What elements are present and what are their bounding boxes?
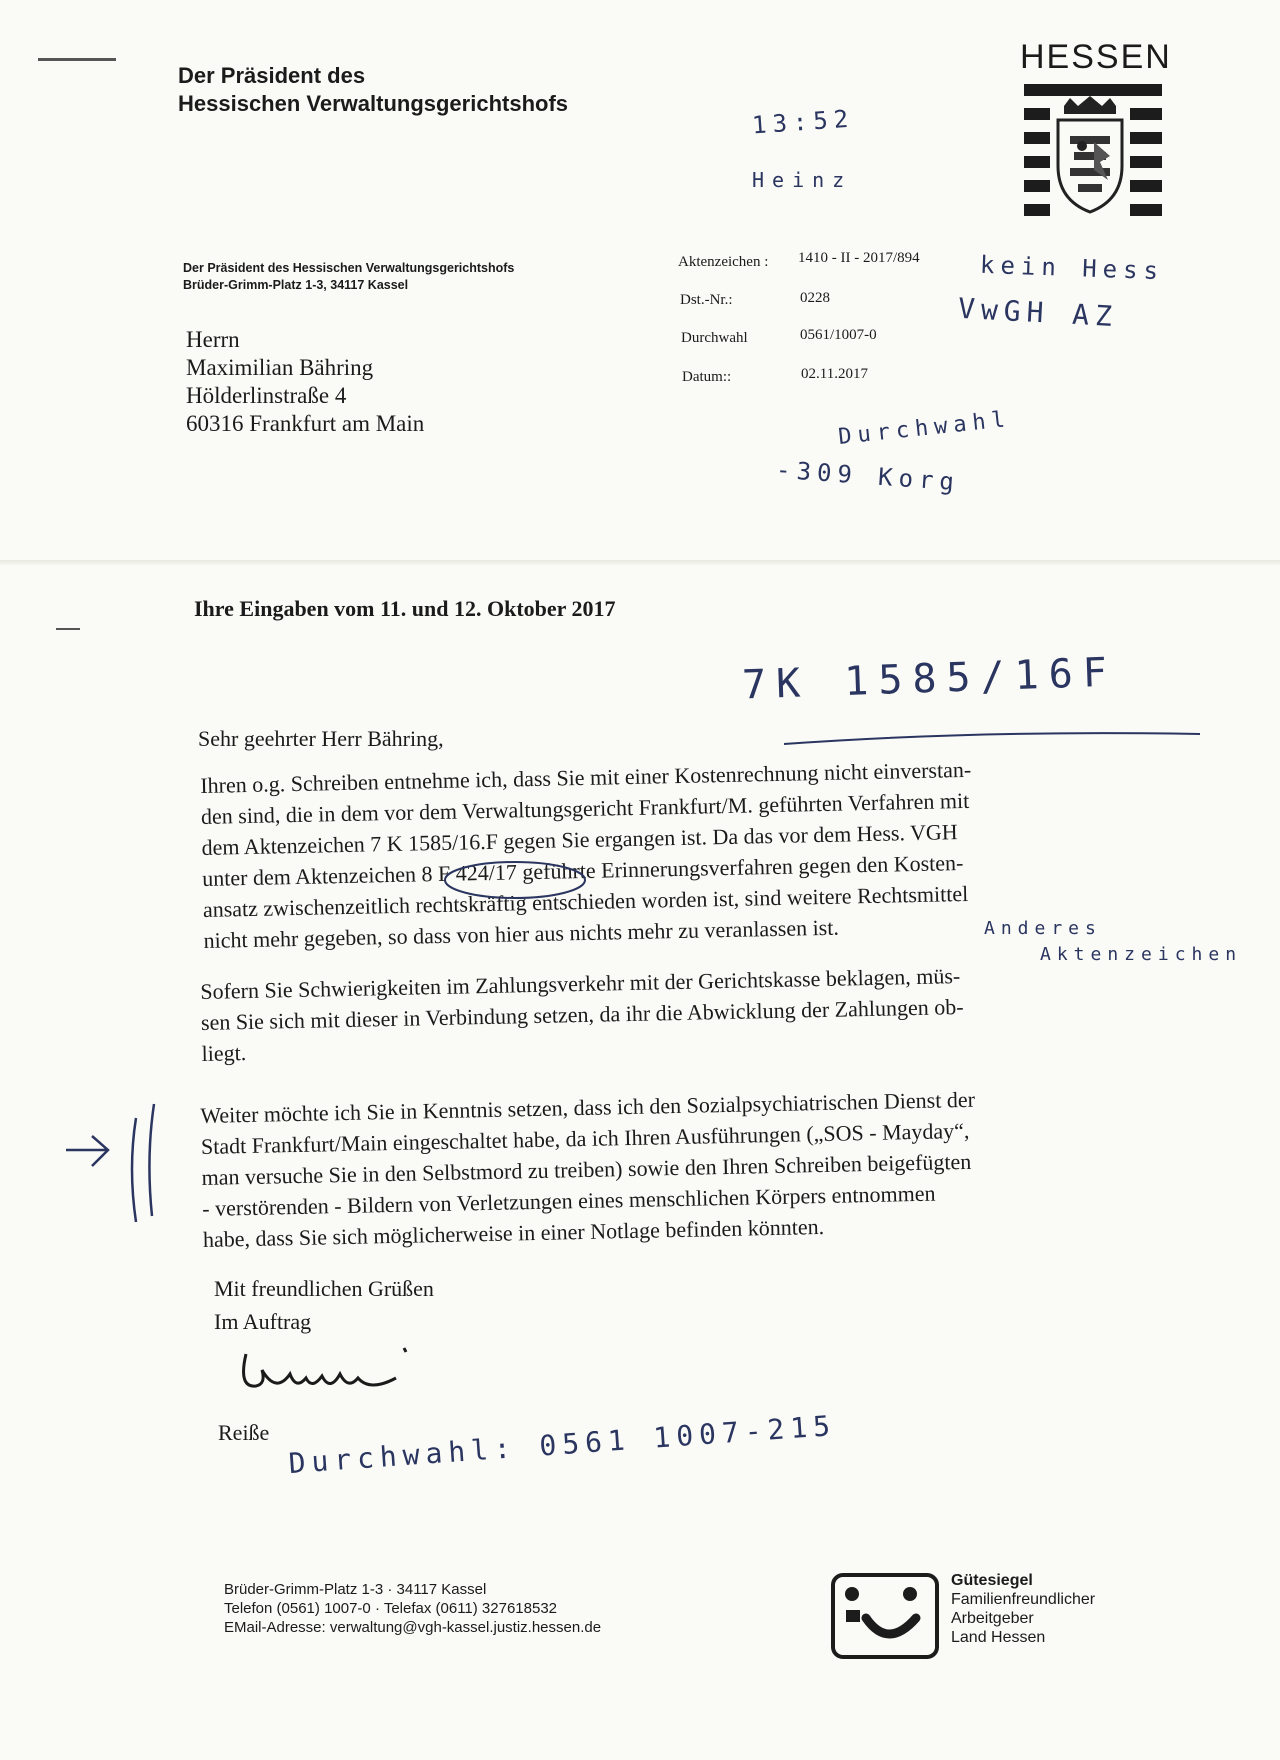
- coat-of-arms-icon: [1050, 96, 1130, 216]
- handwritten-note-hess: kein Hess: [979, 250, 1165, 286]
- footer-contact: [224, 1580, 601, 1637]
- paragraph-line: Ihren o.g. Schreiben entnehme ich, dass Sie mit einer Kostenrechnung nicht einverstan-: [200, 756, 972, 798]
- letterhead-title-line2: Hessischen Verwaltungsgerichtshofs: [178, 91, 569, 116]
- recipient-street: Hölderlinstraße 4: [186, 383, 347, 408]
- margin-mark-mid: [56, 628, 80, 630]
- paragraph-line: - verstörenden - Bildern von Verletzungen eines menschlichen Körpers entnommen: [202, 1180, 936, 1221]
- logo-stripe: [1024, 84, 1162, 96]
- recipient-name: Maximilian Bähring: [186, 355, 374, 380]
- handwritten-case-number: 7K 1585/16F: [741, 649, 1118, 709]
- seal-title: Gütesiegel: [951, 1572, 1033, 1589]
- paragraph-line: Stadt Frankfurt/Main eingeschaltet habe, da ich Ihren Ausführungen („SOS - Mayday“,: [200, 1117, 970, 1159]
- handwritten-note-durchwahl: Durchwahl: [837, 407, 1013, 450]
- family-friendly-seal-icon: [830, 1572, 940, 1660]
- closing-im-auftrag: Im Auftrag: [214, 1309, 312, 1334]
- handwritten-time: 13:52: [751, 104, 856, 140]
- margin-arrow-icon: [62, 1098, 172, 1228]
- aktenzeichen-circle-mark: [440, 858, 590, 902]
- letter-paragraph-2: [200, 957, 1102, 1069]
- paragraph-line: den sind, die in dem vor dem Verwaltungsgericht Frankfurt/M. geführten Verfahren mit: [200, 787, 970, 829]
- paragraph-line: liegt.: [201, 1040, 247, 1066]
- signature: [236, 1334, 436, 1404]
- case-number-underline: [780, 722, 1210, 752]
- meta-value-datum: 02.11.2017: [801, 366, 868, 382]
- meta-value-aktenzeichen: 1410 - II - 2017/894: [798, 250, 920, 266]
- footer-email: EMail-Adresse: verwaltung@vgh-kassel.justiz.hessen.de: [224, 1619, 602, 1636]
- paragraph-line: nicht mehr gegeben, so dass von hier aus nichts mehr zu veranlassen ist.: [203, 914, 840, 953]
- seal-line: Familienfreundlicher: [951, 1591, 1096, 1608]
- meta-label-durchwahl: Durchwahl: [681, 330, 748, 346]
- sender-line: [183, 260, 514, 294]
- fold-line: [0, 560, 1280, 566]
- recipient-salutation: Herrn: [186, 327, 240, 352]
- letter-paragraph-1: [200, 751, 1104, 956]
- footer-phone: Telefon (0561) 1007-0 · Telefax (0611) 327618532: [224, 1600, 558, 1617]
- handwritten-initials: Heinz: [752, 168, 853, 192]
- paragraph-line: ansatz zwischenzeitlich rechtskräftig entschieden worden ist, sind weitere Rechtsmittel: [202, 880, 969, 922]
- paragraph-line: unter dem Aktenzeichen 8 F 424/17 geführte Erinnerungsverfahren gegen den Kosten-: [202, 850, 964, 891]
- paragraph-line: sen Sie sich mit dieser in Verbindung setzen, da ihr die Abwicklung der Zahlungen ob-: [200, 994, 964, 1035]
- recipient-city: 60316 Frankfurt am Main: [186, 411, 425, 436]
- closing-greeting: Mit freundlichen Grüßen: [214, 1276, 434, 1301]
- closing-block: [214, 1272, 434, 1338]
- handwritten-note-anderes: Anderes: [984, 918, 1102, 939]
- hessen-logo-text: HESSEN: [1020, 38, 1172, 76]
- recipient-address: [186, 326, 424, 438]
- letter-greeting: Sehr geehrter Herr Bähring,: [198, 726, 444, 751]
- sender-line-1: Der Präsident des Hessischen Verwaltungsgerichtshofs: [183, 261, 515, 275]
- meta-label-dst-nr: Dst.-Nr.:: [680, 292, 733, 308]
- meta-label-aktenzeichen: Aktenzeichen :: [678, 254, 769, 270]
- seal-line: Arbeitgeber: [951, 1610, 1034, 1627]
- paragraph-line: Sofern Sie Schwierigkeiten im Zahlungsverkehr mit der Gerichtskasse beklagen, müs-: [200, 963, 961, 1004]
- handwritten-note-aktenzeichen: Aktenzeichen: [1040, 944, 1243, 965]
- seal-line: Land Hessen: [951, 1629, 1046, 1646]
- paragraph-line: dem Aktenzeichen 7 K 1585/16.F gegen Sie ergangen ist. Da das vor dem Hess. VGH: [201, 819, 958, 860]
- sender-line-2: Brüder-Grimm-Platz 1-3, 34117 Kassel: [183, 278, 409, 292]
- paragraph-line: Weiter möchte ich Sie in Kenntnis setzen, dass ich den Sozialpsychiatrischen Dienst der: [200, 1086, 976, 1128]
- paragraph-line: habe, dass Sie sich möglicherweise in einer Notlage befinden könnten.: [202, 1213, 825, 1252]
- margin-mark: [38, 58, 116, 61]
- letterhead-title-line1: Der Präsident des: [178, 63, 366, 88]
- paragraph-line: man versuche Sie in den Selbstmord zu treiben) sowie den Ihren Schreiben beigefügten: [201, 1148, 972, 1190]
- meta-value-dst-nr: 0228: [800, 290, 830, 306]
- signer-name: Reiße: [218, 1420, 270, 1445]
- handwritten-phone-note: Durchwahl: 0561 1007-215: [287, 1408, 838, 1481]
- footer-address: Brüder-Grimm-Platz 1-3 · 34117 Kassel: [224, 1581, 487, 1598]
- meta-label-datum: Datum::: [682, 369, 732, 385]
- letter-subject: Ihre Eingaben vom 11. und 12. Oktober 2017: [194, 596, 616, 621]
- handwritten-note-korg: -309 Korg: [775, 455, 961, 497]
- meta-value-durchwahl: 0561/1007-0: [800, 327, 877, 343]
- letterhead-title: [178, 62, 568, 118]
- letter-paragraph-3: [200, 1081, 1103, 1255]
- handwritten-note-vwgh: VwGH AZ: [957, 291, 1119, 334]
